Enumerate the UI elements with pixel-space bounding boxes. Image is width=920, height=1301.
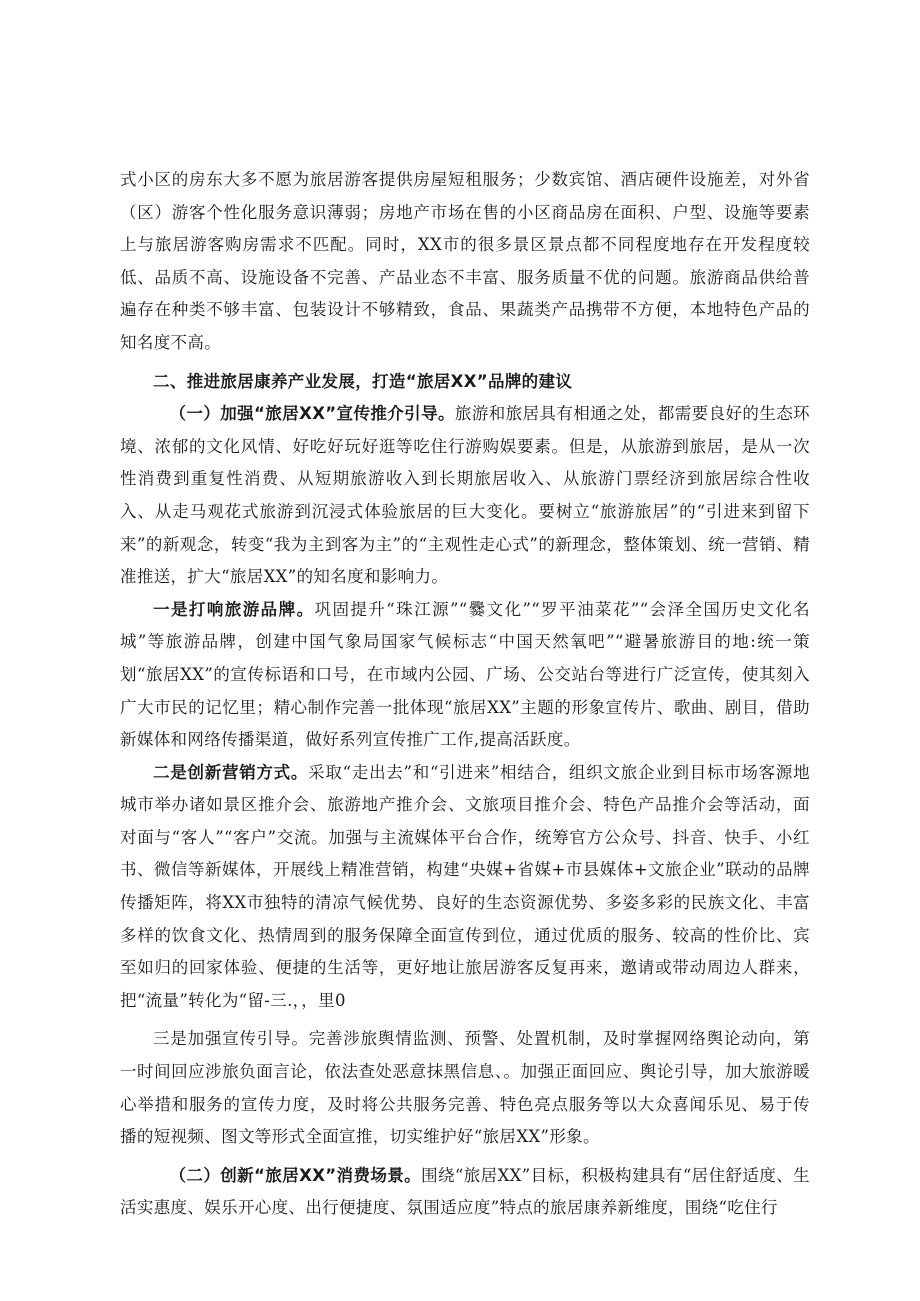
section-heading-2: 二、推进旅居康养产业发展，打造“旅居XX”品牌的建议 [153, 371, 573, 391]
item-2-body: 采取“走出去”和“引进来”相结合，组织文旅企业到目标市场客源地城市举办诸如景区推介会、旅游地产推介会、文旅项目推介会、特色产品推介会等活动，面对面与“客人”“客户”交流。加强与主流媒体平台合作，统筹官方公众号、抖音、快手、小红书、微信等新媒体，开展线上精准营销，构建“央媒+省媒+市县媒体+文旅企业”联动的品牌传播矩阵，将XX市独特的清凉气候优势、良好的生态资源优势、多姿多彩的民族文化、丰富多样的饮食文化、热情周到的服务保障全面宣传到位，通过优质的服务、较高的性价比、宾至如归的回家体验、便捷的生活等，更好地让旅居游客反复再来，邀请或带动周边人群来，把“流量”转化为“留-三.，，里0 [120, 762, 810, 1010]
item-1-title: 一是打响旅游品牌。 [153, 599, 315, 619]
item-2-title: 二是创新营销方式。 [153, 762, 309, 782]
item-1-body: 巩固提升“珠江源”“爨文化”“罗平油菜花”“会泽全国历史文化名城”等旅游品牌，创建中国气象局国家气候标志“中国天然氧吧”“避暑旅游目的地:统一策划“旅居XX”的宣传标语和口号，在市域内公园、广场、公交站台等进行广泛宣传，使其刻入广大市民的记忆里；精心制作完善一批体现“旅居XX”主题的形象宣传片、歌曲、剧目，借助新媒体和网络传播渠道，做好系列宣传推广工作,提高活跃度。 [120, 599, 810, 750]
document-page [120, 164, 810, 1225]
item-1 [120, 594, 810, 757]
item-2 [120, 757, 810, 1018]
item-3: 三是加强宣传引导。完善涉旅舆情监测、预警、处置机制，及时掌握网络舆论动向，第一时间回应涉旅负面言论，依法查处恶意抹黑信息、。加强正面回应、舆论引导，加大旅游暖心举措和服务的宣传力度，及时将公共服务完善、特色亮点服务等以大众喜闻乐见、易于传播的短视频、图文等形式全面宣推，切实维护好“旅居XX”形象。 [120, 1029, 810, 1147]
subsection-2 [120, 1160, 810, 1225]
subsection-2-title: （二）创新“旅居XX”消费场景。 [169, 1165, 422, 1185]
subsection-1-title: （一）加强“旅居XX”宣传推介引导。 [169, 404, 455, 424]
paragraph-intro: 式小区的房东大多不愿为旅居游客提供房屋短租服务；少数宾馆、酒店硬件设施差，对外省（区）游客个性化服务意识薄弱；房地产市场在售的小区商品房在面积、户型、设施等要素上与旅居游客购房需求不匹配。同时，XX市的很多景区景点都不同程度地存在开发程度较低、品质不高、设施设备不完善、产品业态不丰富、服务质量不优的问题。旅游商品供给普遍存在种类不够丰富、包装设计不够精致，食品、果蔬类产品携带不方便，本地特色产品的知名度不高。 [120, 170, 810, 352]
subsection-1 [120, 398, 810, 594]
subsection-1-body: 旅游和旅居具有相通之处，都需要良好的生态环境、浓郁的文化风情、好吃好玩好逛等吃住行游购娱要素。但是，从旅游到旅居，是从一次性消费到重复性消费、从短期旅游收入到长期旅居收入、从旅游门票经济到旅居综合性收入、从走马观花式旅游到沉浸式体验旅居的巨大变化。要树立“旅游旅居”的“引进来到留下来”的新观念，转变“我为主到客为主”的“主观性走心式”的新理念，整体策划、统一营销、精准推送，扩大“旅居XX”的知名度和影响力。 [120, 404, 810, 587]
subsection-2-body: 围绕“旅居XX”目标，积极构建具有“居住舒适度、生活实惠度、娱乐开心度、出行便捷度、氛围适应度”特点的旅居康养新维度，围绕“吃住行 [120, 1165, 810, 1218]
